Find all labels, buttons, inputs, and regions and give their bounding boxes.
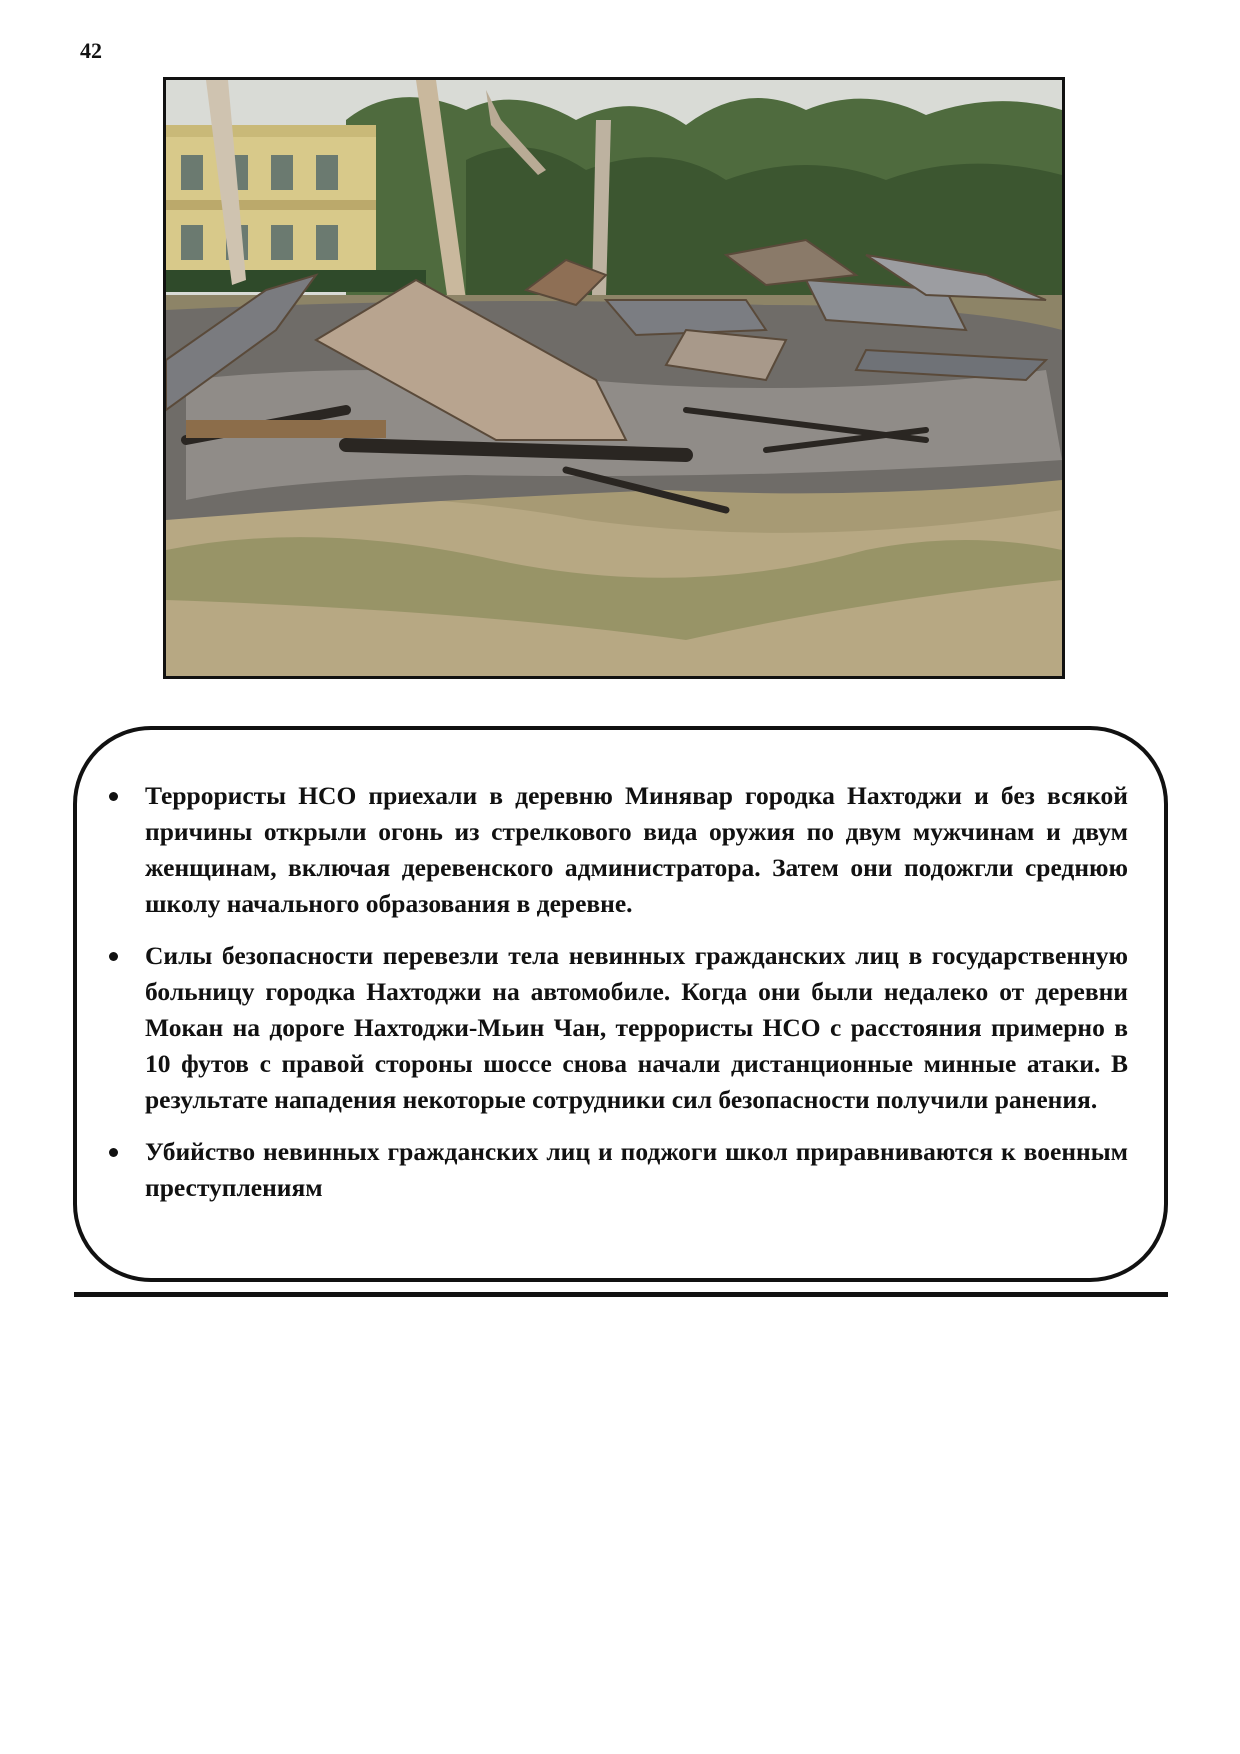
bullet-icon	[109, 952, 118, 961]
bullet-text: Силы безопасности перевезли тела невинных гражданских лиц в государственную больницу городка Нахтоджи на автомобиле. Когда они были недалеко от деревни Мокан на дороге Нахтоджи-Мьин Чан, террористы НСО с расстояния примерно в 10 футов с правой стороны шоссе снова начали дистанционные минные атаки. В результате нападения некоторые сотрудники сил безопасности получили ранения.	[145, 941, 1128, 1114]
bullet-list	[77, 778, 1164, 1222]
list-item	[145, 938, 1128, 1118]
list-item	[145, 778, 1128, 922]
bullet-text: Убийство невинных гражданских лиц и поджоги школ приравниваются к военным преступлениям	[145, 1137, 1128, 1202]
bullet-icon	[109, 792, 118, 801]
bullet-text: Террористы НСО приехали в деревню Минявар городка Нахтоджи и без всякой причины открыли огонь из стрелкового вида оружия по двум мужчинам и двум женщинам, включая деревенского администратора. Затем они подожгли среднюю школу начального образования в деревне.	[145, 781, 1128, 918]
photo-burned-school	[163, 77, 1065, 679]
list-item	[145, 1134, 1128, 1206]
page-number: 42	[80, 38, 102, 63]
bullet-icon	[109, 1148, 118, 1157]
info-box	[73, 726, 1168, 1282]
photo-burned-school-icon	[166, 80, 1062, 676]
horizontal-divider	[74, 1292, 1168, 1297]
